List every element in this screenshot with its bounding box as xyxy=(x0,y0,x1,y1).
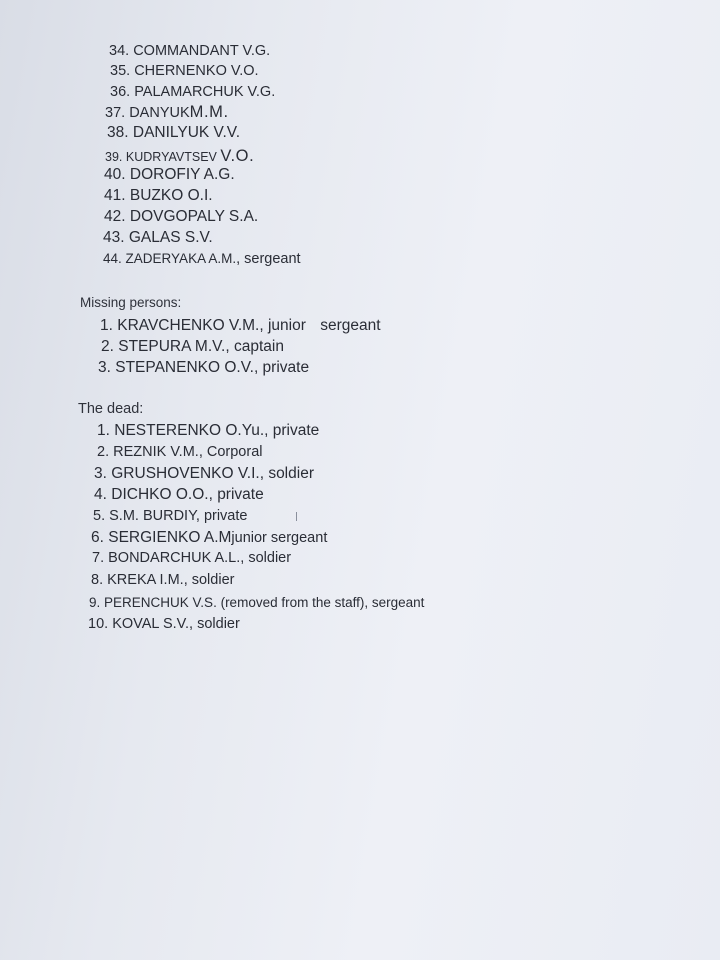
item-number: 5. xyxy=(93,508,106,524)
person-name: COMMANDANT V.G. xyxy=(133,43,271,59)
list-item xyxy=(104,188,213,204)
person-name: S.M. BURDIY xyxy=(109,508,196,524)
item-number: 1. xyxy=(97,422,110,439)
person-rank: , soldier xyxy=(189,616,240,632)
list-item xyxy=(93,509,247,524)
list-item xyxy=(104,167,235,183)
person-rank: , sergeant xyxy=(364,595,425,610)
list-item xyxy=(105,148,254,165)
item-number: 44. xyxy=(103,251,122,266)
person-name: KOVAL S.V. xyxy=(112,616,190,632)
item-number: 35. xyxy=(110,63,131,79)
list-item xyxy=(107,125,240,141)
item-number: 9. xyxy=(89,595,101,610)
item-number: 2. xyxy=(101,338,114,355)
list-item xyxy=(92,551,291,566)
person-rank: , soldier xyxy=(240,550,292,566)
person-name: GALAS S.V. xyxy=(128,229,213,246)
list-item xyxy=(103,230,213,246)
person-rank-cont: sergeant xyxy=(320,317,381,334)
person-name: CHERNENKO V.O. xyxy=(134,63,259,79)
item-number: 1. xyxy=(100,317,113,334)
item-number: 41. xyxy=(104,187,126,204)
list-item xyxy=(103,252,301,267)
list-item xyxy=(100,318,381,334)
person-rank: junior sergeant xyxy=(231,530,328,546)
item-number: 4. xyxy=(94,486,107,503)
person-rank: , soldier xyxy=(183,572,235,588)
person-name: KREKA I.M. xyxy=(107,572,184,588)
list-item xyxy=(98,360,309,376)
person-rank: , junior xyxy=(259,317,306,334)
person-name: DOROFIY A.G. xyxy=(129,166,235,183)
item-number: 42. xyxy=(104,208,126,225)
person-name: STEPURA M.V. xyxy=(118,338,226,355)
person-name: DANYUK xyxy=(129,105,190,121)
person-initials: M.M. xyxy=(189,103,229,121)
person-rank: , soldier xyxy=(259,465,314,482)
pen-mark xyxy=(296,512,297,521)
person-name: DICHKO O.O. xyxy=(111,486,209,503)
list-item xyxy=(89,596,424,610)
item-number: 38. xyxy=(107,124,129,141)
list-item xyxy=(88,617,240,632)
list-item xyxy=(94,487,264,503)
item-number: 6. xyxy=(91,529,104,546)
item-number: 3. xyxy=(94,465,107,482)
person-name: DANILYUK V.V. xyxy=(132,124,240,141)
item-number: 3. xyxy=(98,359,111,376)
person-rank: , captain xyxy=(225,338,284,355)
person-name: PALAMARCHUK V.G. xyxy=(134,84,276,100)
item-number: 36. xyxy=(110,84,131,100)
person-rank: , private xyxy=(195,508,248,524)
item-number: 43. xyxy=(103,229,125,246)
person-name: KRAVCHENKO V.M. xyxy=(117,317,260,334)
list-item xyxy=(110,85,275,100)
section-heading-missing: Missing persons: xyxy=(80,295,182,310)
list-item xyxy=(101,339,284,355)
item-number: 40. xyxy=(104,166,126,183)
section-heading-dead: The dead: xyxy=(78,401,144,417)
list-item xyxy=(105,104,229,121)
person-name: DOVGOPALY S.A. xyxy=(129,208,259,225)
person-name: BONDARCHUK A.L. xyxy=(108,550,241,566)
person-name: STEPANENKO O.V. xyxy=(115,359,254,376)
person-rank: , sergeant xyxy=(236,251,301,267)
list-item xyxy=(91,530,327,546)
list-item xyxy=(97,445,262,460)
person-name: KUDRYAVTSEV xyxy=(125,150,217,164)
list-item xyxy=(97,423,319,439)
item-number: 10. xyxy=(88,616,109,632)
person-rank: , private xyxy=(253,359,310,376)
person-rank: , private xyxy=(264,422,320,439)
item-number: 2. xyxy=(97,444,110,460)
list-item xyxy=(94,466,314,482)
list-item xyxy=(104,209,258,225)
person-name: REZNIK V.M. xyxy=(113,444,199,460)
item-number: 7. xyxy=(92,550,105,566)
list-item xyxy=(110,64,259,79)
item-number: 8. xyxy=(91,572,104,588)
list-item xyxy=(109,44,270,59)
person-name: SERGIENKO A.M xyxy=(108,529,232,546)
item-number: 34. xyxy=(109,43,130,59)
person-rank: , Corporal xyxy=(198,444,263,460)
person-rank: , private xyxy=(208,486,264,503)
list-item xyxy=(91,573,234,588)
item-number: 37. xyxy=(105,105,126,121)
person-name: PERENCHUK V.S. (removed from the staff) xyxy=(104,595,365,610)
person-name: ZADERYAKA A.M. xyxy=(125,251,237,266)
person-initials: V.O. xyxy=(220,147,255,165)
person-name: GRUSHOVENKO V.I. xyxy=(111,465,260,482)
person-name: NESTERENKO O.Yu. xyxy=(114,422,265,439)
person-name: BUZKO O.I. xyxy=(129,187,213,204)
item-number: 39. xyxy=(105,150,123,164)
